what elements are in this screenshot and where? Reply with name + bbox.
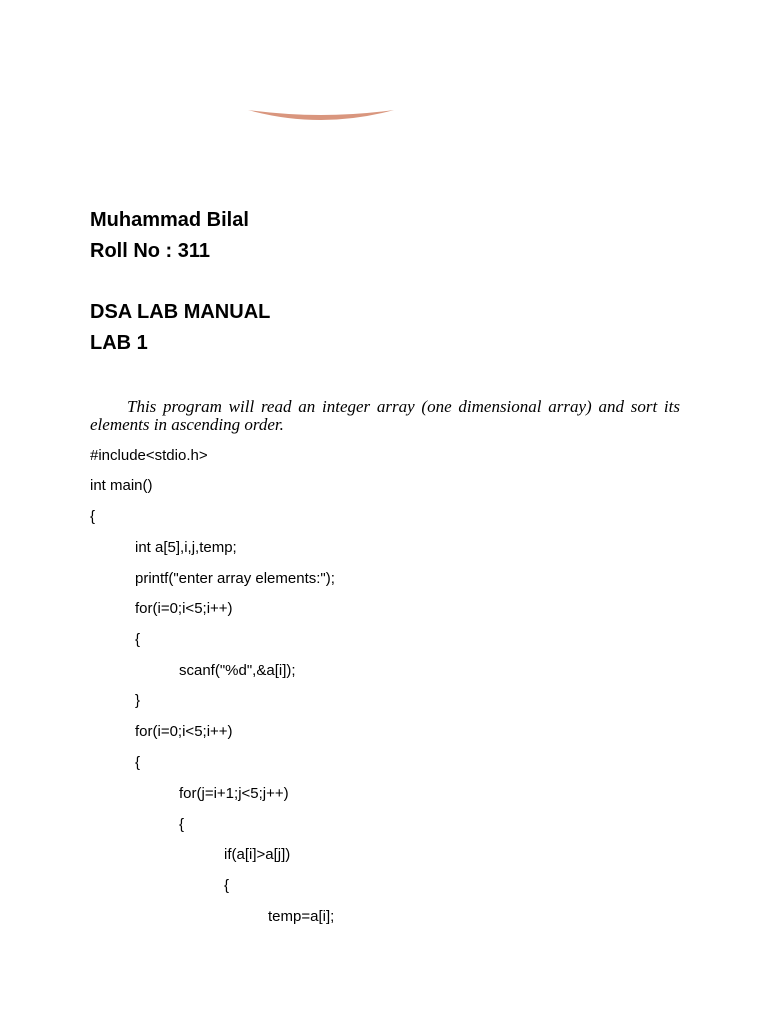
- code-line: for(j=i+1;j<5;j++): [179, 785, 289, 802]
- code-line: if(a[i]>a[j]): [224, 846, 291, 863]
- code-line: printf("enter array elements:");: [135, 570, 335, 587]
- roll-number: Roll No : 311: [90, 240, 211, 262]
- code-line: }: [135, 692, 141, 709]
- code-line: {: [179, 816, 185, 833]
- program-description: This program will read an integer array (one dimensional array) and sort its elements in ascending order.: [90, 397, 680, 434]
- code-line: int a[5],i,j,temp;: [135, 539, 237, 556]
- code-line: int main(): [90, 477, 153, 494]
- code-line: #include<stdio.h>: [90, 447, 208, 464]
- author-name: Muhammad Bilal: [90, 209, 249, 231]
- code-line: {: [135, 754, 141, 771]
- decorative-curve: [246, 104, 396, 128]
- code-line: scanf("%d",&a[i]);: [179, 662, 296, 679]
- code-line: for(i=0;i<5;i++): [135, 600, 233, 617]
- code-line: temp=a[i];: [268, 908, 335, 925]
- manual-title: DSA LAB MANUAL: [90, 301, 271, 323]
- code-line: for(i=0;i<5;i++): [135, 723, 233, 740]
- lab-title: LAB 1: [90, 332, 148, 354]
- code-line: {: [135, 631, 141, 648]
- code-line: {: [224, 877, 230, 894]
- code-line: {: [90, 508, 96, 525]
